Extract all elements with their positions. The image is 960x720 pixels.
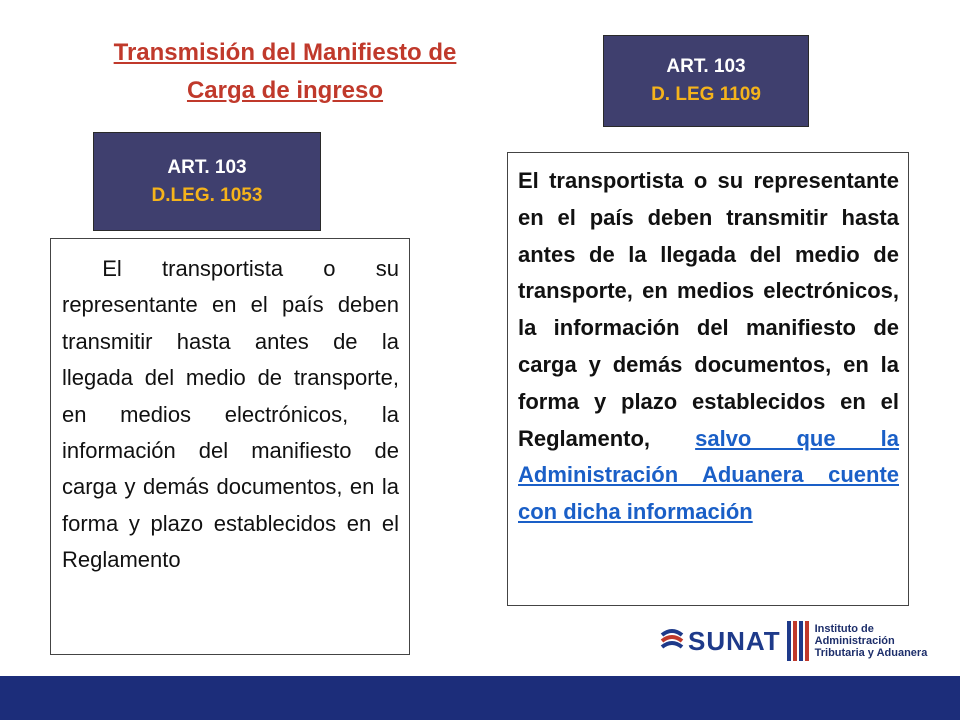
article-badge-right — [603, 35, 809, 127]
law-reference: D.LEG. 1053 — [151, 184, 263, 206]
law-reference: D. LEG 1109 — [651, 84, 761, 105]
article-number: ART. 103 — [167, 156, 247, 178]
article-badge-left — [93, 132, 321, 231]
logo-divider-bars — [787, 621, 809, 661]
article-body-right: El transportista o su representante en el país deben transmitir hasta antes de la llegada del medio de transporte, en medios electrónicos, la información del manifiesto de carga y demás documentos, en la forma y plazo establecidos en el Reglamento, — [518, 168, 899, 451]
sunat-logo — [658, 616, 940, 666]
article-text-right — [507, 152, 909, 606]
article-number: ART. 103 — [666, 56, 746, 77]
sunat-emblem-icon — [658, 627, 686, 655]
page-title-line-1: Transmisión del Manifiesto de — [113, 39, 457, 66]
footer-bar — [0, 676, 960, 720]
sunat-wordmark: SUNAT — [688, 625, 781, 656]
institute-line: Tributaria y Aduanera — [814, 647, 928, 659]
article-body-left: El transportista o su representante en el país deben transmitir hasta antes de la llegada del medio de transporte, en medios electrónicos, la información del manifiesto de carga y demás documentos, en la forma y plazo establecidos en el Reglamento — [62, 256, 406, 573]
page-title — [70, 34, 500, 110]
highlighted-exception-link[interactable]: salvo que la Administración Aduanera cuente con dicha información — [518, 425, 899, 525]
article-text-left — [50, 238, 410, 655]
institute-line: Administración — [814, 635, 895, 647]
page-title-line-2: Carga de ingreso — [186, 77, 384, 104]
institute-name — [815, 623, 928, 659]
institute-line: Instituto de — [814, 623, 874, 635]
